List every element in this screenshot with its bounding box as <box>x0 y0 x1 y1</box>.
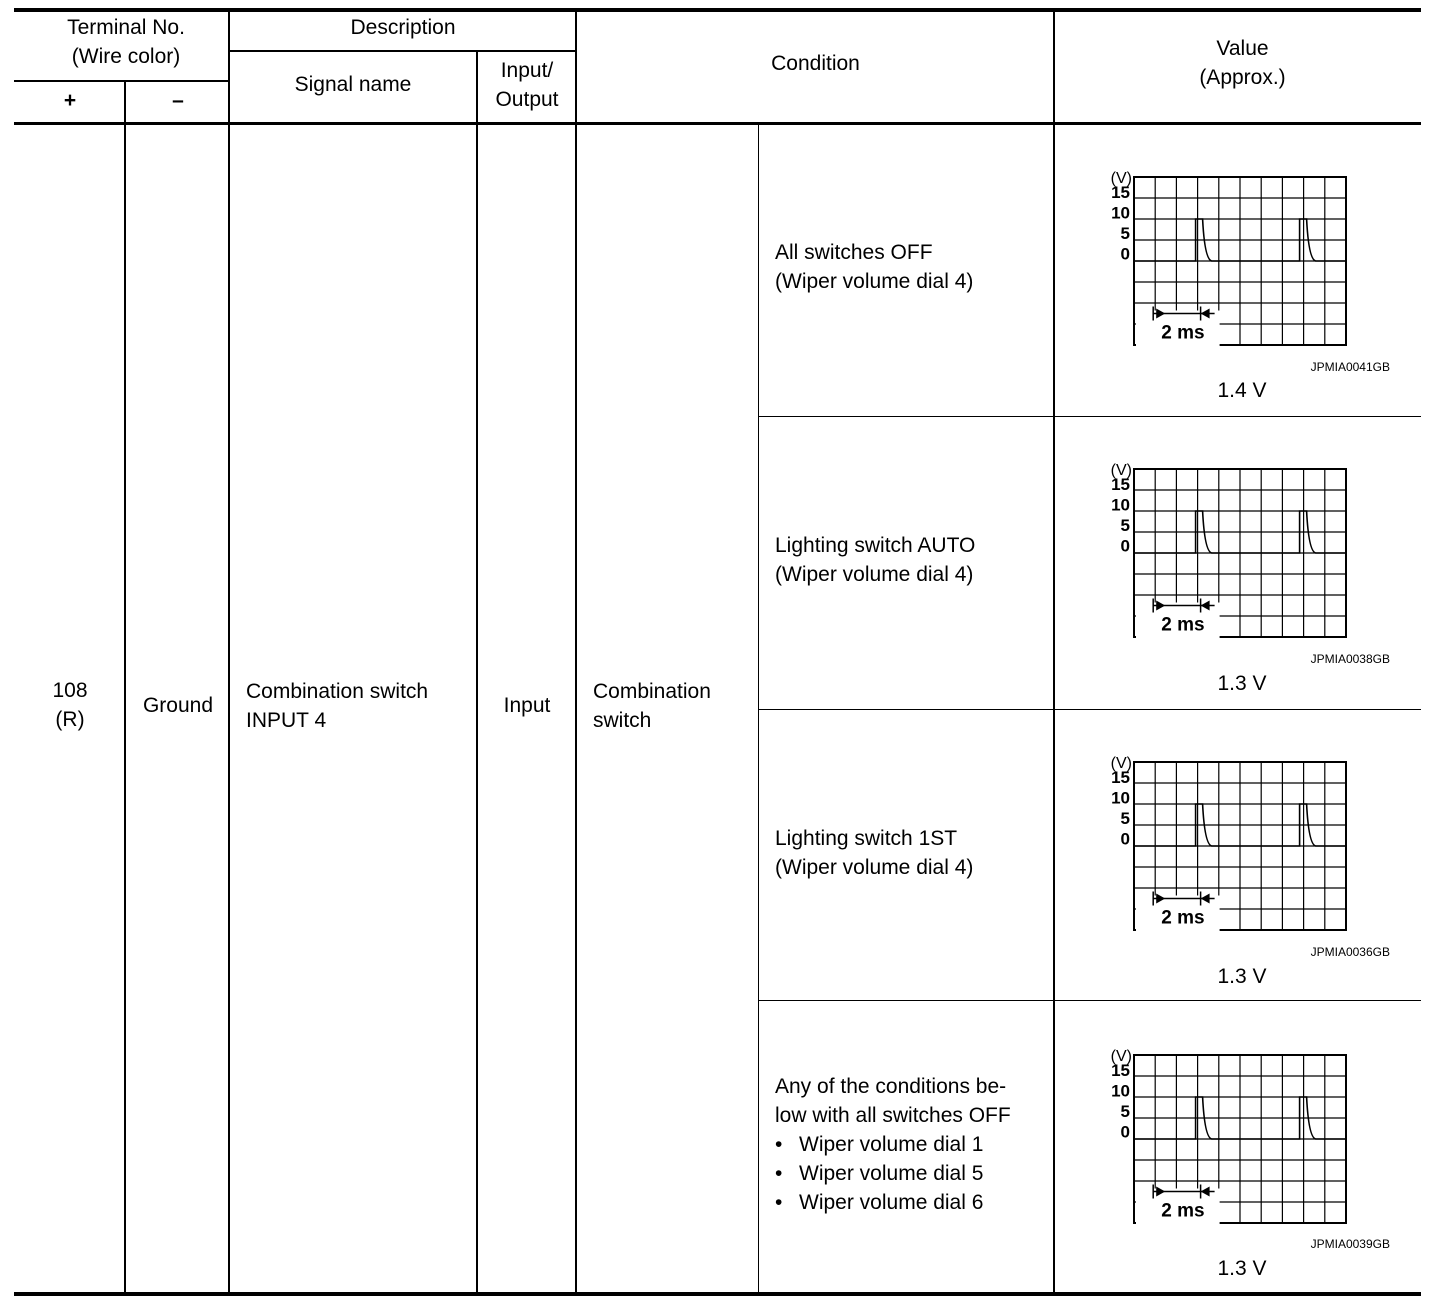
time-label: 2 ms <box>1161 907 1205 929</box>
condition-line: (Wiper volume dial 4) <box>775 856 974 879</box>
value-2: 1.3 V <box>1217 672 1267 695</box>
condition-line: (Wiper volume dial 4) <box>775 563 974 586</box>
header-condition: Condition <box>771 52 860 75</box>
condition-text-1 <box>775 238 973 296</box>
signal-name-line2: INPUT 4 <box>246 709 327 732</box>
time-label: 2 ms <box>1161 322 1205 344</box>
terminal-minus: Ground <box>142 694 214 717</box>
condition-group-line2: switch <box>593 709 652 732</box>
header-input-output-line1: Input/ <box>500 59 554 82</box>
value-cell-3 <box>1054 710 1430 1000</box>
value-cell-4 <box>1054 1001 1430 1292</box>
condition-text-2 <box>775 531 975 589</box>
condition-line: Lighting switch AUTO <box>775 534 976 557</box>
condition-group-line1: Combination <box>593 680 711 703</box>
y-tick-label: 0 <box>1120 244 1130 264</box>
condition-text-3 <box>775 824 973 882</box>
y-tick-label: 15 <box>1111 1061 1130 1080</box>
y-tick-label: 0 <box>1120 829 1130 849</box>
terminal-plus: 108 <box>52 679 88 702</box>
header-signal-name: Signal name <box>294 73 412 96</box>
value-3: 1.3 V <box>1217 965 1267 988</box>
y-tick-label: 0 <box>1120 1122 1130 1142</box>
y-tick-label: 5 <box>1120 224 1130 243</box>
figure-code-2: JPMIA0038GB <box>1310 652 1390 666</box>
time-label: 2 ms <box>1161 614 1205 636</box>
signal-name-line1: Combination switch <box>246 680 429 703</box>
y-tick-label: 0 <box>1120 536 1130 556</box>
condition-text-4 <box>775 1072 1011 1217</box>
y-unit-label: (V) <box>1110 755 1132 772</box>
y-tick-label: 10 <box>1111 788 1130 808</box>
y-tick-label: 5 <box>1120 516 1130 535</box>
condition-bullet: • Wiper volume dial 1 <box>775 1130 1011 1159</box>
condition-line: Any of the conditions be- <box>775 1075 1007 1098</box>
figure-code-3: JPMIA0036GB <box>1310 945 1390 959</box>
header-value-line2: (Approx.) <box>1199 66 1286 89</box>
value-1: 1.4 V <box>1217 379 1267 402</box>
header-input-output-line2: Output <box>495 88 559 111</box>
y-tick-label: 5 <box>1120 809 1130 828</box>
header-terminal-no: Terminal No. <box>67 16 185 39</box>
input-output-value: Input <box>503 694 551 717</box>
condition-bullet: • Wiper volume dial 6 <box>775 1188 1011 1217</box>
y-unit-label: (V) <box>1110 170 1132 187</box>
header-plus: + <box>63 89 77 112</box>
condition-line: (Wiper volume dial 4) <box>775 270 974 293</box>
figure-code-4: JPMIA0039GB <box>1310 1237 1390 1251</box>
header-minus: – <box>172 89 184 112</box>
y-tick-label: 15 <box>1111 183 1130 202</box>
header-description: Description <box>350 16 456 39</box>
value-cell-1 <box>1054 125 1430 416</box>
y-tick-label: 5 <box>1120 1102 1130 1121</box>
wire-color: (R) <box>55 708 85 731</box>
y-unit-label: (V) <box>1110 1048 1132 1065</box>
value-4: 1.3 V <box>1217 1257 1267 1280</box>
header-value-line1: Value <box>1216 37 1269 60</box>
y-tick-label: 10 <box>1111 203 1130 223</box>
header-wire-color: (Wire color) <box>71 45 181 68</box>
time-label: 2 ms <box>1161 1200 1205 1222</box>
y-unit-label: (V) <box>1110 462 1132 479</box>
y-tick-label: 15 <box>1111 475 1130 494</box>
figure-code-1: JPMIA0041GB <box>1310 360 1390 374</box>
y-tick-label: 10 <box>1111 495 1130 515</box>
y-tick-label: 15 <box>1111 768 1130 787</box>
condition-line: Lighting switch 1ST <box>775 827 958 850</box>
condition-bullet: • Wiper volume dial 5 <box>775 1159 1011 1188</box>
y-tick-label: 10 <box>1111 1081 1130 1101</box>
condition-line: All switches OFF <box>775 241 933 264</box>
condition-line: low with all switches OFF <box>775 1104 1011 1127</box>
value-cell-2 <box>1054 417 1430 709</box>
